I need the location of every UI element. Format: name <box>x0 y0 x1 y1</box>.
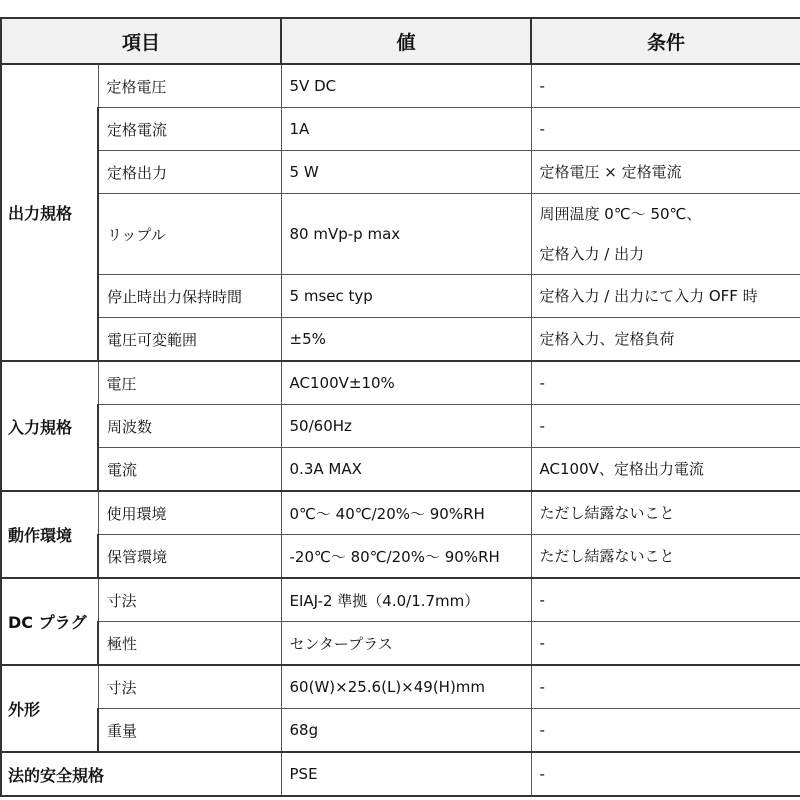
value-cell: EIAJ-2 準拠（4.0/1.7mm） <box>281 578 531 622</box>
item-cell: 極性 <box>98 622 281 666</box>
condition-text: - <box>539 77 545 95</box>
item-cell: 電流 <box>98 448 281 492</box>
item-cell: 定格電流 <box>98 108 281 151</box>
value-cell: 1A <box>281 108 531 151</box>
condition-cell <box>531 108 800 151</box>
condition-text: 定格入力、定格負荷 <box>539 330 675 348</box>
condition-text: ただし結露ないこと <box>539 504 675 522</box>
condition-text: 定格入力 / 出力 <box>539 245 645 263</box>
table-row <box>1 64 800 108</box>
condition-text: - <box>539 374 545 392</box>
table-row <box>1 622 800 666</box>
condition-cell <box>531 405 800 448</box>
value-cell: センタープラス <box>281 622 531 666</box>
table-row <box>1 108 800 151</box>
item-cell: 周波数 <box>98 405 281 448</box>
condition-text: - <box>539 120 545 138</box>
item-cell: 寸法 <box>98 578 281 622</box>
spec-table <box>0 17 800 797</box>
condition-text: - <box>539 765 545 783</box>
group-label: 入力規格 <box>1 361 98 491</box>
value-cell: ±5% <box>281 318 531 362</box>
condition-text: AC100V、定格出力電流 <box>539 460 704 478</box>
item-cell: リップル <box>98 194 281 275</box>
condition-cell <box>531 622 800 666</box>
condition-cell <box>531 64 800 108</box>
item-cell: 停止時出力保持時間 <box>98 275 281 318</box>
value-cell: 50/60Hz <box>281 405 531 448</box>
item-cell: 定格電圧 <box>98 64 281 108</box>
condition-cell <box>531 752 800 796</box>
table-row <box>1 151 800 194</box>
condition-text: 定格入力 / 出力にて入力 OFF 時 <box>539 287 758 305</box>
item-cell: 重量 <box>98 709 281 753</box>
value-cell: 0.3A MAX <box>281 448 531 492</box>
item-cell: 寸法 <box>98 665 281 709</box>
value-cell: 0℃～ 40℃/20%～ 90%RH <box>281 491 531 535</box>
value-cell: 80 mVp-p max <box>281 194 531 275</box>
item-cell: 使用環境 <box>98 491 281 535</box>
condition-text: - <box>539 634 545 652</box>
condition-text: 定格電圧 × 定格電流 <box>539 163 682 181</box>
item-cell: 保管環境 <box>98 535 281 579</box>
table-row <box>1 665 800 709</box>
condition-cell <box>531 709 800 753</box>
table-row <box>1 275 800 318</box>
table-row <box>1 491 800 535</box>
header-item: 項目 <box>1 18 281 64</box>
spec-body <box>1 64 800 796</box>
table-row <box>1 405 800 448</box>
condition-cell <box>531 578 800 622</box>
table-row <box>1 578 800 622</box>
header-value: 値 <box>281 18 531 64</box>
condition-text: 周囲温度 0℃～ 50℃、 <box>539 205 702 223</box>
condition-cell <box>531 151 800 194</box>
condition-cell <box>531 448 800 492</box>
group-label: 外形 <box>1 665 98 752</box>
item-cell: 電圧可変範囲 <box>98 318 281 362</box>
group-label: DC プラグ <box>1 578 98 665</box>
table-row <box>1 535 800 579</box>
header-condition: 条件 <box>531 18 800 64</box>
condition-text: - <box>539 591 545 609</box>
condition-text: ただし結露ないこと <box>539 547 675 565</box>
condition-cell <box>531 194 800 275</box>
condition-text: - <box>539 678 545 696</box>
value-cell: AC100V±10% <box>281 361 531 405</box>
value-cell: PSE <box>281 752 531 796</box>
condition-cell <box>531 491 800 535</box>
value-cell: 5 W <box>281 151 531 194</box>
header-row <box>1 18 800 64</box>
value-cell: 68g <box>281 709 531 753</box>
table-row <box>1 752 800 796</box>
table-row <box>1 318 800 362</box>
value-cell: 5 msec typ <box>281 275 531 318</box>
group-label: 動作環境 <box>1 491 98 578</box>
item-cell: 電圧 <box>98 361 281 405</box>
condition-cell <box>531 275 800 318</box>
table-row <box>1 194 800 275</box>
condition-text: - <box>539 417 545 435</box>
value-cell: 5V DC <box>281 64 531 108</box>
table-row <box>1 448 800 492</box>
group-label: 法的安全規格 <box>1 752 281 796</box>
condition-cell <box>531 535 800 579</box>
condition-text: - <box>539 721 545 739</box>
value-cell: -20℃～ 80℃/20%～ 90%RH <box>281 535 531 579</box>
condition-cell <box>531 318 800 362</box>
value-cell: 60(W)×25.6(L)×49(H)mm <box>281 665 531 709</box>
table-row <box>1 709 800 753</box>
condition-cell <box>531 361 800 405</box>
table-row <box>1 361 800 405</box>
group-label: 出力規格 <box>1 64 98 361</box>
item-cell: 定格出力 <box>98 151 281 194</box>
condition-cell <box>531 665 800 709</box>
